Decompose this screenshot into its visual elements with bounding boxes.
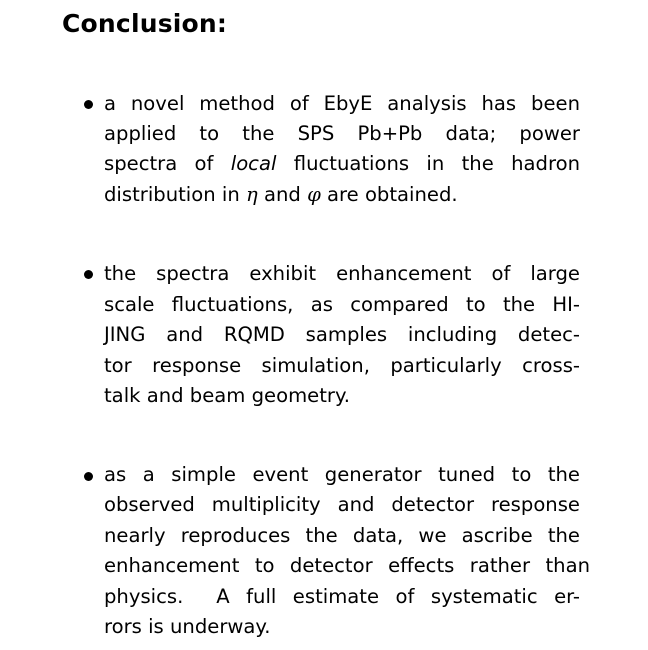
text-line: observed multiplicity and detector response (104, 493, 580, 516)
text-line: a novel method of EbyE analysis has been (104, 92, 580, 115)
text-line: talk and beam geometry. (104, 384, 351, 407)
text-line: enhancement to detector effects rather than (104, 554, 590, 577)
slide-title: Conclusion: (62, 9, 228, 38)
text-line: as a simple event generator tuned to the (104, 463, 580, 486)
text-line: nearly reproduces the data, we ascribe the (104, 524, 580, 547)
math-symbol-eta: η (245, 183, 258, 206)
text-line: physics. A full estimate of systematic er- (104, 585, 580, 608)
text-line: applied to the SPS Pb+Pb data; power (104, 122, 580, 145)
text-line: scale fluctuations, as compared to the HI- (104, 293, 580, 316)
text-line: JING and RQMD samples including detec- (104, 323, 580, 346)
text-segment: spectra of (104, 152, 231, 175)
text-segment: distribution in (104, 183, 246, 206)
bullet-dot-icon (84, 472, 93, 481)
text-line: rors is underway. (104, 615, 271, 638)
text-line (104, 149, 580, 179)
text-segment: are obtained. (320, 183, 458, 206)
text-line: tor response simulation, particularly cross- (104, 354, 580, 377)
emphasized-word: local (230, 152, 277, 175)
text-segment: fluctuations in the hadron (276, 152, 580, 175)
math-symbol-phi: φ (307, 183, 321, 206)
text-line (104, 180, 580, 210)
bullet-dot-icon (84, 100, 93, 109)
text-segment: and (257, 183, 308, 206)
text-line: the spectra exhibit enhancement of large (104, 262, 580, 285)
bullet-dot-icon (84, 270, 93, 279)
